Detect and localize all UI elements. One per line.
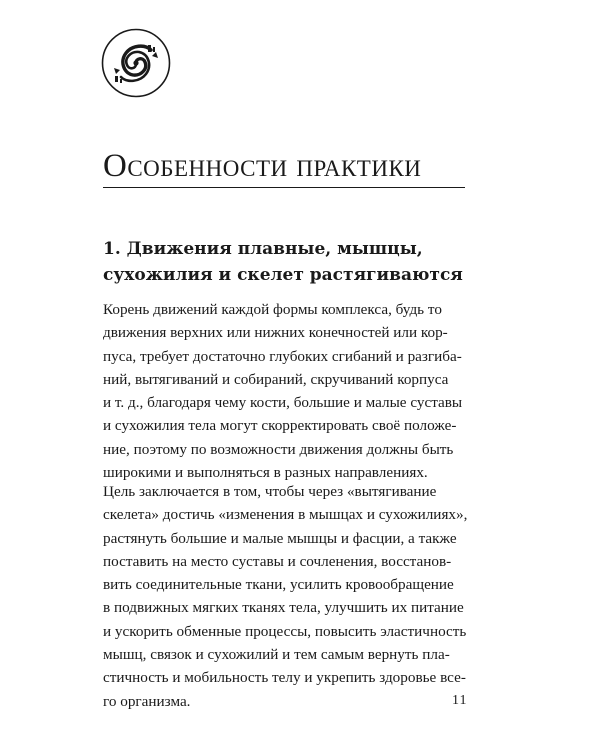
text-line: Цель заключается в том, чтобы через «вытягивание (103, 483, 437, 500)
page-number: 11 (452, 693, 468, 708)
body-paragraph (103, 480, 469, 713)
title-divider (103, 187, 465, 188)
text-line: поставить на место суставы и сочленения, восстанов- (103, 552, 452, 570)
text-line: скелета» достичь «изменения в мышцах и сухожилиях», (103, 506, 468, 524)
section-heading-line: сухожилия и скелет растягиваются (103, 265, 463, 285)
text-line: и сухожилия тела могут скорректировать своё положе- (103, 417, 457, 435)
text-line: и ускорить обменные процессы, повысить эластичность (103, 622, 467, 640)
text-line: Корень движений каждой формы комплекса, будь то (103, 301, 442, 318)
text-line: ний, вытягиваний и собираний, скручиваний корпуса (103, 370, 449, 388)
text-line: и т. д., благодаря чему кости, большие и малые суставы (103, 394, 463, 412)
section-heading (103, 236, 483, 288)
text-line: пуса, требует достаточно глубоких сгибаний и разгиба- (103, 347, 462, 365)
text-line: стичность и мобильность телу и укрепить здоровье все- (103, 669, 466, 687)
text-line: вить соединительные ткани, усилить кровообращение (103, 576, 454, 594)
text-line: широкими и выполняться в разных направлениях. (103, 464, 428, 482)
text-line: в подвижных мягких тканях тела, улучшить их питание (103, 599, 464, 617)
text-line: растянуть большие и малые мышцы и фасции, а также (103, 529, 457, 547)
text-line: ние, поэтому по возможности движения должны быть (103, 440, 454, 458)
text-line: го организма. (103, 692, 191, 710)
text-line: мышц, связок и сухожилий и тем самым вернуть пла- (103, 646, 450, 664)
body-paragraph (103, 298, 469, 484)
spiral-emblem-icon (101, 28, 171, 98)
text-line: движения верхних или нижних конечностей или кор- (103, 324, 448, 342)
section-heading-line: 1. Движения плавные, мышцы, (103, 239, 423, 259)
chapter-title: Особенности практики (103, 148, 422, 184)
